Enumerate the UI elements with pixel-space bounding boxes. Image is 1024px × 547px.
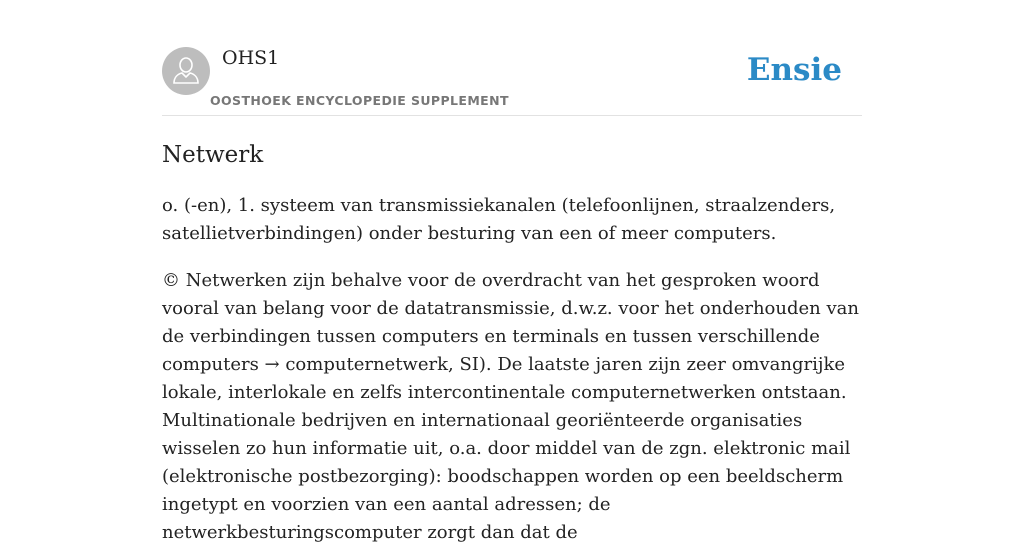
article-paragraph: o. (-en), 1. systeem van transmissiekanalen (telefoonlijnen, straalzenders, satellietverbindingen) onder besturing van een of meer computers. xyxy=(162,195,836,244)
user-silhouette-icon xyxy=(162,47,210,95)
author-name[interactable]: OHS1 xyxy=(222,47,280,69)
article-header xyxy=(162,0,862,116)
article-title: Netwerk xyxy=(162,142,264,168)
article-paragraph: © Netwerken zijn behalve voor de overdracht van het gesproken woord vooral van belang voor de datatransmissie, d.w.z. voor het onderhouden van de verbindingen tussen computers en terminals en tussen verschillende computers → computernetwerk, SI). De laatste jaren zijn zeer omvangrijke lokale, interlokale en zelfs intercontinentale computernetwerken ontstaan. Multinationale bedrijven en internationaal georiënteerde organisaties wisselen zo hun informatie uit, o.a. door middel van de zgn. elektronic mail (elektronische postbezorging): boodschappen worden op een beeldscherm ingetypt en voorzien van een aantal adressen; de netwerkbesturingscomputer zorgt dan dat de xyxy=(162,270,859,543)
source-label[interactable]: OOSTHOEK ENCYCLOPEDIE SUPPLEMENT xyxy=(210,93,509,108)
site-logo[interactable]: Ensie xyxy=(746,52,842,88)
author-avatar[interactable] xyxy=(162,47,210,95)
page-container xyxy=(162,0,862,547)
